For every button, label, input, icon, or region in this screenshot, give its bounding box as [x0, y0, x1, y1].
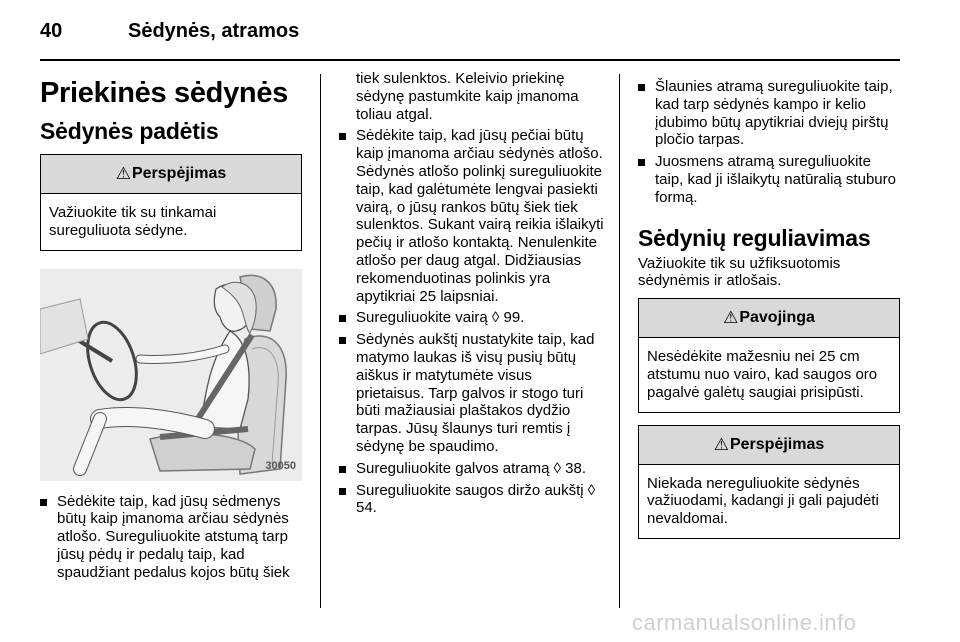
- column-2: [339, 70, 604, 517]
- warning-triangle-icon: ⚠: [713, 434, 729, 454]
- bullet-marker: [339, 488, 346, 495]
- lead-text: Važiuokite tik su užfiksuotomis sėdynėmis ir atlošais.: [638, 254, 841, 290]
- section-heading: Sėdynių reguliavimas: [638, 224, 871, 251]
- continuation-text: tiek sulenktos. Keleivio priekinę sėdynę pastumkite kaip įmanoma toliau atgal.: [356, 70, 579, 123]
- chapter-heading: Priekinės sėdynės: [40, 77, 288, 109]
- list-item: [339, 331, 604, 456]
- list-item: [40, 493, 302, 582]
- list-item-text[interactable]: Sureguliuokite vairą ◊ 99.: [356, 309, 525, 327]
- bullet-list: [339, 127, 604, 517]
- list-item-text: Sėdėkite taip, kad jūsų pečiai būtų kaip įmanoma arčiau sėdynės atlošo. Sėdynės atlošo polinkį sureguliuokite taip, kad galėtumėte lengvai pasiekti vairą, o jūsų rankos būtų šiek tiek sulenktos. Sukant vairą reikia išlaikyti pečių ir atlošo kontaktą. Nenulenkite atlošo per daug atgal. Didžiausias rekomenduotinas polinkis yra apytikriai 25 laipsniai.: [356, 127, 604, 305]
- list-item-text: Sėdėkite taip, kad jūsų sėdmenys būtų kaip įmanoma arčiau sėdynės atlošo. Sureguliuokite atstumą tarp jūsų pėdų ir pedalų taip, kad spaudžiant pedalus kojos būtų šiek: [57, 492, 290, 581]
- bullet-marker: [339, 315, 346, 322]
- warning-box: [638, 425, 900, 539]
- list-item: [339, 309, 604, 327]
- warning-box: [40, 154, 302, 251]
- warning-title: Perspėjimas: [729, 435, 825, 453]
- list-item-text: Šlaunies atramą sureguliuokite taip, kad tarp sėdynės kampo ir kelio įdubimo būtų apytikriai dviejų pirštų pločio tarpas.: [655, 78, 893, 149]
- bullet-marker: [638, 159, 645, 166]
- warning-box-header: [639, 426, 899, 465]
- page-number: 40: [40, 20, 63, 42]
- column-divider: [619, 74, 620, 608]
- warning-title: Perspėjimas: [131, 165, 227, 183]
- seat-position-illustration: [40, 269, 302, 481]
- figure-code: 30050: [265, 459, 296, 472]
- bullet-list: [40, 493, 302, 582]
- list-item: [339, 482, 604, 518]
- list-item: [638, 153, 900, 206]
- bullet-marker: [339, 337, 346, 344]
- column-1: [40, 70, 302, 582]
- bullet-marker: [339, 133, 346, 140]
- danger-box-header: [639, 299, 899, 338]
- watermark: carmanualsonline.info: [632, 610, 857, 635]
- section-heading: Sėdynės padėtis: [40, 118, 219, 144]
- warning-triangle-icon: ⚠: [723, 308, 739, 328]
- header-rule: [40, 59, 900, 61]
- bullet-marker: [339, 466, 346, 473]
- warning-triangle-icon: ⚠: [115, 164, 131, 184]
- bullet-list: [638, 78, 900, 207]
- driver-seat-drawing: [40, 269, 302, 481]
- warning-text: Niekada nereguliuokite sėdynės važiuodami, kadangi ji gali pajudėti nevaldomai.: [647, 474, 879, 528]
- list-item-text: Sėdynės aukštį nustatykite taip, kad matymo laukas iš visų pusių būtų aiškus ir matytumėte visus prietaisus. Tarp galvos ir stogo turi būti mažiausiai plaštakos dydžio tarpas. Jūsų šlaunys turi remtis į sėdynę be spaudimo.: [356, 331, 595, 455]
- column-divider: [320, 74, 321, 608]
- column-3: [638, 70, 900, 539]
- list-item-text[interactable]: Sureguliuokite saugos diržo aukštį ◊ 54.: [356, 481, 596, 517]
- list-item: [339, 460, 604, 478]
- section-title: Sėdynės, atramos: [128, 20, 300, 42]
- list-item-text: Juosmens atramą sureguliuokite taip, kad ji išlaikytų natūralią stuburo formą.: [655, 153, 896, 206]
- list-item: [638, 78, 900, 149]
- bullet-marker: [40, 499, 47, 506]
- list-item: [339, 127, 604, 305]
- warning-box-header: [41, 155, 301, 194]
- danger-box: [638, 298, 900, 412]
- danger-text: Nesėdėkite mažesniu nei 25 cm atstumu nuo vairo, kad saugos oro pagalvė galėtų saugiai prisipūsti.: [647, 348, 878, 401]
- danger-title: Pavojinga: [739, 309, 815, 327]
- list-item-text[interactable]: Sureguliuokite galvos atramą ◊ 38.: [356, 459, 587, 477]
- warning-text: Važiuokite tik su tinkamai sureguliuota sėdyne.: [49, 204, 217, 239]
- bullet-marker: [638, 84, 645, 91]
